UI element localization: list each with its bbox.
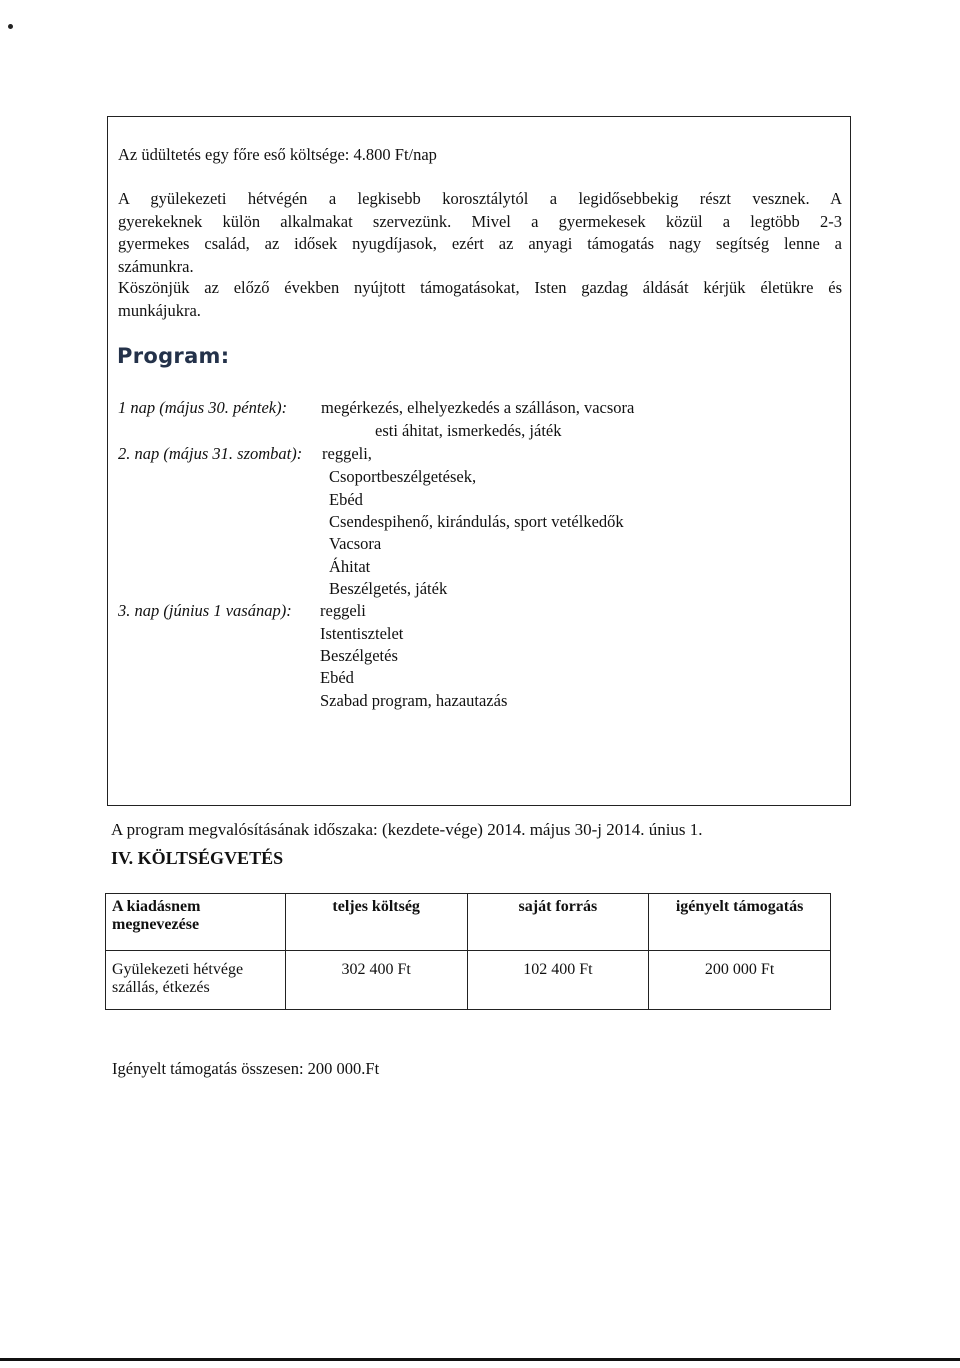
- header-cell: teljes költség: [285, 894, 467, 951]
- paragraph-line: számunkra.: [118, 256, 194, 276]
- intro-paragraph: [118, 188, 842, 278]
- table-cell: 102 400 Ft: [467, 951, 649, 1010]
- day-3-item: Istentisztelet: [320, 624, 404, 643]
- section-title: IV. KÖLTSÉGVETÉS: [111, 848, 284, 868]
- scan-speck: [8, 24, 13, 29]
- day-3-label: 3. nap (június 1 vasánap):: [118, 601, 292, 620]
- table-cell: Gyülekezeti hétvége szállás, étkezés: [106, 951, 286, 1010]
- thanks-paragraph: [118, 277, 842, 322]
- day-2-item: Beszélgetés, játék: [329, 579, 448, 598]
- day-1-item: esti áhitat, ismerkedés, játék: [375, 421, 562, 440]
- day-2-item: Vacsora: [329, 534, 382, 553]
- header-cell: igényelt támogatás: [649, 894, 831, 951]
- paragraph-line: munkájukra.: [118, 300, 201, 320]
- table-row: [106, 951, 831, 1010]
- day-1-label: 1 nap (május 30. péntek):: [118, 398, 288, 417]
- day-2-item: Csoportbeszélgetések,: [329, 467, 477, 486]
- header-cell: A kiadásnem megnevezése: [106, 894, 286, 951]
- day-2-label: 2. nap (május 31. szombat):: [118, 444, 303, 463]
- budget-table: [105, 893, 831, 1010]
- day-3-item: reggeli: [320, 601, 366, 620]
- day-2-item: Csendespihenő, kirándulás, sport vetélkedők: [329, 512, 624, 531]
- header-cell: saját forrás: [467, 894, 649, 951]
- table-cell: 302 400 Ft: [285, 951, 467, 1010]
- day-2-item: Áhitat: [329, 557, 371, 576]
- day-3-item: Ebéd: [320, 668, 354, 687]
- day-3-item: Szabad program, hazautazás: [320, 691, 508, 710]
- scan-edge-line: [0, 1358, 960, 1361]
- day-1-item: megérkezés, elhelyezkedés a szálláson, vacsora: [321, 398, 635, 417]
- table-cell: 200 000 Ft: [649, 951, 831, 1010]
- paragraph-line: gyerekeknek külön alkalmakat szervezünk. Mivel a gyermekesek közül a legtöbb 2-3: [118, 211, 842, 231]
- paragraph-line: gyermekes család, az idősek nyugdíjasok, ezért az anyagi támogatás nagy segítség lenne a: [118, 234, 842, 253]
- cost-per-person: Az üdültetés egy főre eső költsége: 4.800 Ft/nap: [118, 145, 437, 164]
- table-header-row: [106, 894, 831, 951]
- paragraph-line: A gyülekezeti hétvégén a legkisebb korosztálytól a legidősebbekig részt vesznek. A: [118, 189, 842, 208]
- day-2-item: Ebéd: [329, 490, 363, 509]
- paragraph-line: Köszönjük az előző években nyújtott támogatásokat, Isten gazdag áldását kérjük életükre és: [118, 278, 842, 297]
- program-heading: Program:: [117, 344, 230, 368]
- day-2-item: reggeli,: [322, 444, 372, 463]
- total-requested: Igényelt támogatás összesen: 200 000.Ft: [112, 1059, 380, 1078]
- program-period: A program megvalósításának időszaka: (kezdete-vége) 2014. május 30-j 2014. únius 1.: [111, 820, 703, 839]
- day-3-item: Beszélgetés: [320, 646, 398, 665]
